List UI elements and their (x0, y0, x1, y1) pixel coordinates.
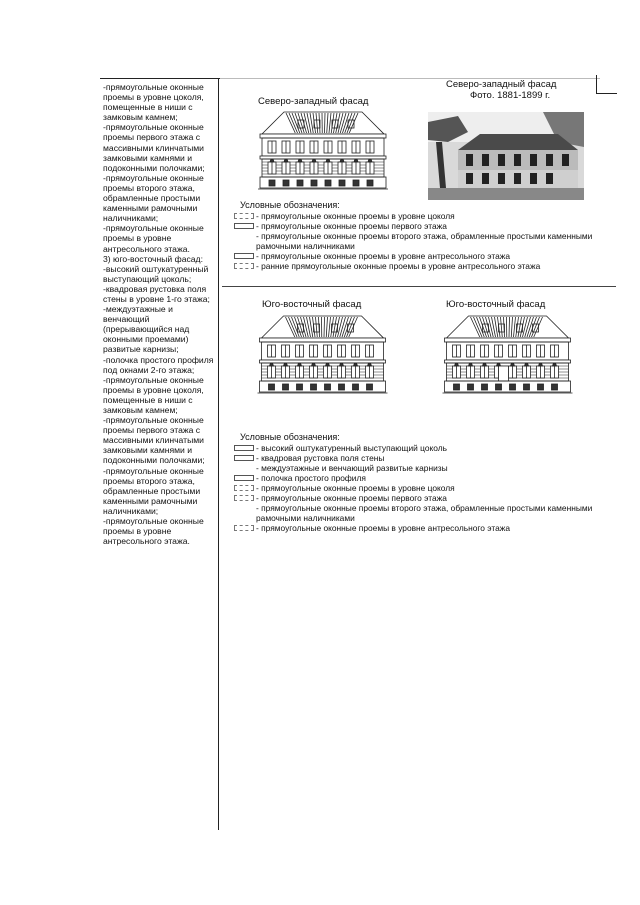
legend1-title: Условные обозначения: (240, 200, 340, 210)
legend-item (234, 261, 594, 271)
se-drawing-label-2: Юго-восточный фасад (446, 299, 546, 310)
legend-swatch (234, 223, 254, 229)
section-divider (222, 286, 616, 287)
legend-swatch (234, 495, 254, 501)
legend-text: - высокий оштукатуренный выступающий цоколь (256, 443, 447, 453)
corner-mark (596, 75, 617, 94)
se-facade-drawing-2 (440, 312, 575, 396)
se-facade-drawing-1 (255, 312, 390, 396)
nw-photo-label: Северо-западный фасад (446, 79, 557, 90)
legend-item (234, 483, 594, 493)
legend-item (234, 231, 594, 251)
se-drawing-label-1: Юго-восточный фасад (262, 299, 362, 310)
legend-item (234, 211, 594, 221)
column-divider (218, 78, 219, 830)
legend1-list (234, 211, 594, 271)
legend-item (234, 523, 594, 533)
legend-text: - полочка простого профиля (256, 473, 366, 483)
nw-photo-date: Фото. 1881-1899 г. (470, 90, 551, 101)
legend-item (234, 251, 594, 261)
legend-text: - квадровая рустовка поля стены (256, 453, 385, 463)
legend-text: - прямоугольные оконные проемы первого этажа (256, 221, 447, 231)
legend2-title: Условные обозначения: (240, 432, 340, 442)
legend-item (234, 443, 594, 453)
legend-swatch (234, 233, 254, 239)
nw-drawing-label: Северо-западный фасад (258, 96, 369, 107)
legend-swatch (234, 263, 254, 269)
legend-item (234, 503, 594, 523)
legend-text: - ранние прямоугольные оконные проемы в уровне антресольного этажа (256, 261, 541, 271)
legend-item (234, 463, 594, 473)
legend-swatch (234, 475, 254, 481)
legend-item (234, 493, 594, 503)
legend-text: - прямоугольные оконные проемы в уровне цоколя (256, 483, 455, 493)
legend-item (234, 221, 594, 231)
legend-swatch (234, 485, 254, 491)
legend-item (234, 453, 594, 463)
historic-photo (428, 112, 584, 200)
table-top-border (100, 78, 220, 79)
legend-swatch (234, 455, 254, 461)
legend-item (234, 473, 594, 483)
legend-swatch (234, 213, 254, 219)
legend-text: - междуэтажные и венчающий развитые карнизы (256, 463, 448, 473)
legend2-list (234, 443, 594, 533)
nw-facade-drawing (258, 108, 388, 192)
legend-swatch (234, 465, 254, 471)
legend-text: - прямоугольные оконные проемы второго этажа, обрамленные простыми каменными рамочными наличниками (256, 231, 593, 251)
legend-text: - прямоугольные оконные проемы в уровне антресольного этажа (256, 523, 510, 533)
legend-text: - прямоугольные оконные проемы в уровне антресольного этажа (256, 251, 510, 261)
legend-swatch (234, 445, 254, 451)
legend-text: - прямоугольные оконные проемы в уровне цоколя (256, 211, 455, 221)
legend-swatch (234, 505, 254, 511)
legend-text: - прямоугольные оконные проемы первого этажа (256, 493, 447, 503)
legend-swatch (234, 525, 254, 531)
left-column-text: -прямоугольные оконные проемы в уровне цоколя, помещенные в ниши с замковым камнем; -прямоугольные оконные проемы первого этажа с массивными клинчатыми замковыми камнями и подоконными полочками; -прямоугольные оконные проемы второго этажа, обрамленные простыми каменными рамочными наличниками; -прямоугольные оконные проемы в уровне антресольного этажа. 3) юго-восточный фасад: -высокий оштукатуренный выступающий цоколь; -квадровая рустовка поля стены в уровне 1-го этажа; -междуэтажные и венчающий (прерывающийся над оконными проемами) развитые карнизы; -полочка простого профиля под окнами 2-го этажа; -прямоугольные оконные проемы в уровне цоколя, помещенные в ниши с замковым камнем; -прямоугольные оконные проемы первого этажа с массивными клинчатыми замковыми камнями и подоконными полочками; -прямоугольные оконные проемы второго этажа, обрамленные простыми каменными рамочными наличниками; -прямоугольные оконные проемы в уровне антресольного этажа. (103, 82, 214, 547)
legend-swatch (234, 253, 254, 259)
legend-text: - прямоугольные оконные проемы второго этажа, обрамленные простыми каменными рамочными наличниками (256, 503, 593, 523)
